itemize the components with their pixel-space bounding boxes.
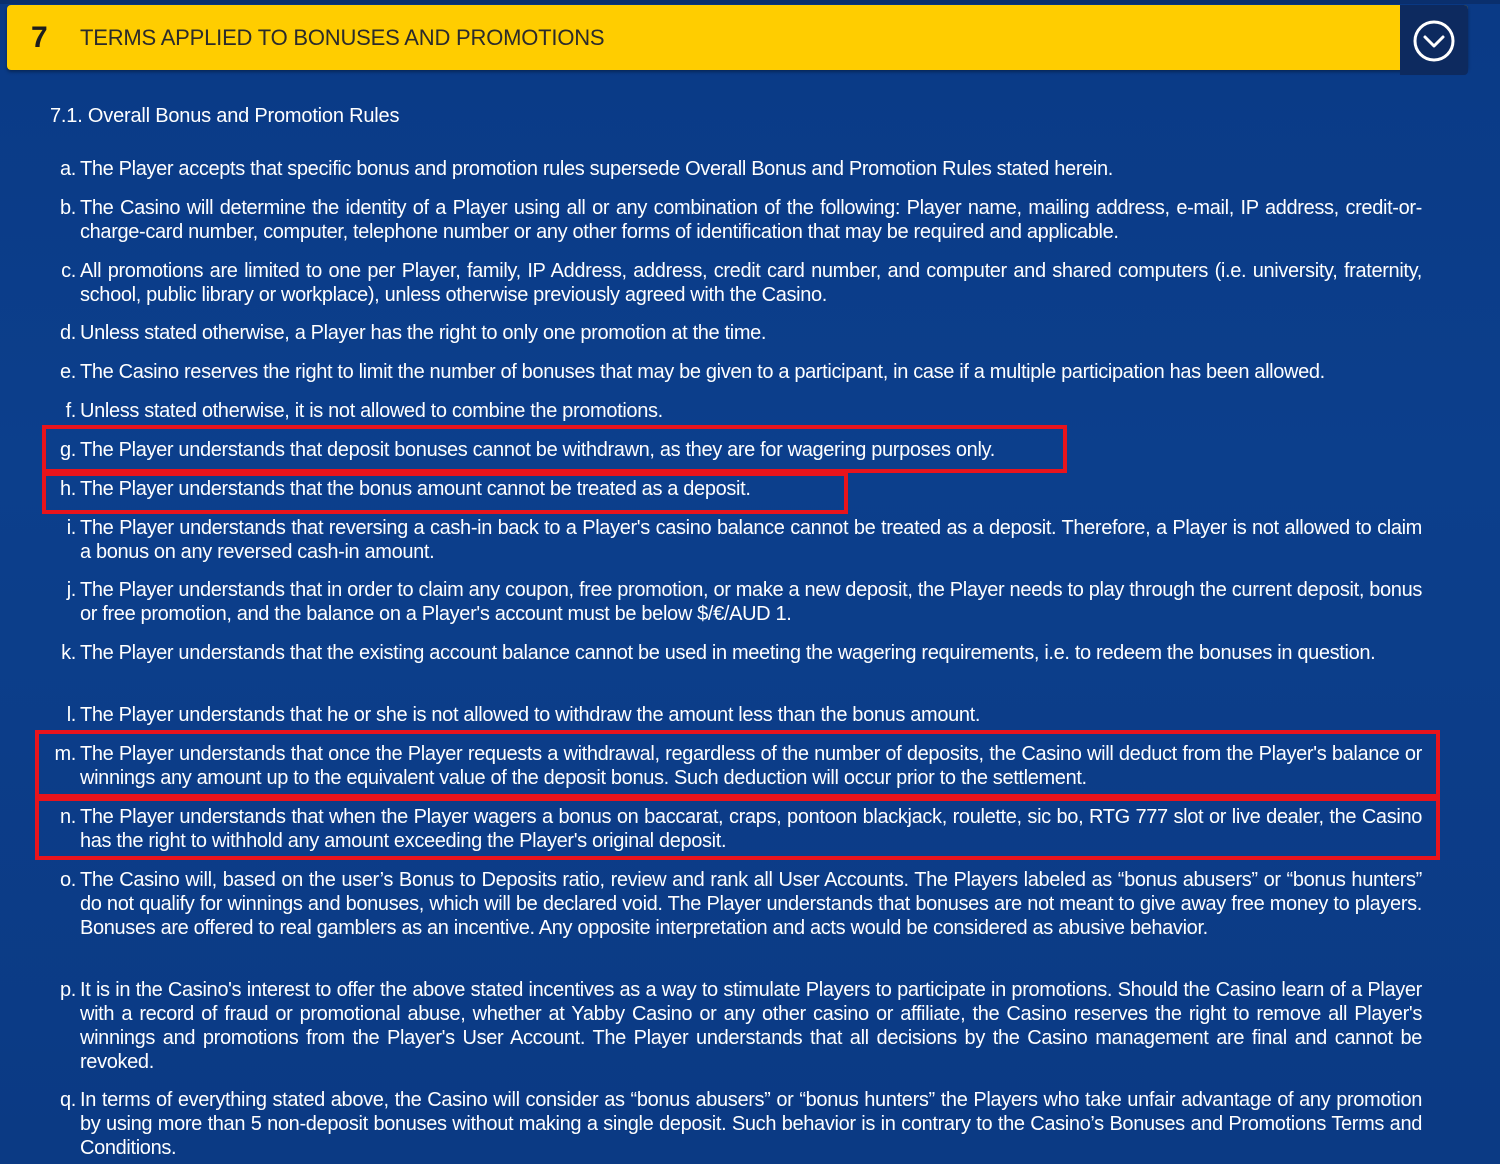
top-edge-strip	[0, 0, 1500, 4]
rule-item-h	[60, 477, 1422, 501]
rule-text: The Casino will determine the identity of a Player using all or any combination of the following: Player name, mailing address, e-mail, IP address, credit-or-charge-card number, computer, telephone number or any other forms of identification that may be required and applicable.	[80, 197, 1422, 243]
rule-text: The Casino will, based on the user’s Bonus to Deposits ratio, review and rank all User Accounts. The Players labeled as “bonus abusers” or “bonus hunters” do not qualify for winnings and bonuses, which will be declared void. The Player understands that bonuses are not meant to give away free money to players. Bonuses are offered to real gamblers as an incentive. Any opposite interpretation and acts would be considered as abusive behavior.	[80, 869, 1422, 939]
rule-text: The Player understands that reversing a cash-in back to a Player's casino balance cannot be treated as a deposit. Therefore, a Player is not allowed to claim a bonus on any reversed cash-in amount.	[80, 517, 1422, 563]
rule-letter: g.	[60, 439, 76, 461]
rule-letter: j.	[66, 579, 76, 601]
rule-letter: i.	[66, 517, 76, 539]
rule-item-k	[61, 641, 1422, 665]
chevron-down-circle-icon	[1412, 19, 1456, 63]
rule-letter: e.	[60, 361, 76, 383]
rule-letter: o.	[60, 869, 76, 891]
rule-letter: n.	[60, 806, 76, 828]
rule-item-n	[60, 805, 1422, 853]
rule-item-q	[60, 1088, 1422, 1160]
rule-text: The Player understands that in order to claim any coupon, free promotion, or make a new deposit, the Player needs to play through the current deposit, bonus or free promotion, and the balance on a Player's account must be below $/€/AUD 1.	[80, 579, 1422, 625]
rule-text: Unless stated otherwise, it is not allowed to combine the promotions.	[80, 400, 663, 422]
rule-text: The Player understands that when the Player wagers a bonus on baccarat, craps, pontoon blackjack, roulette, sic bo, RTG 777 slot or live dealer, the Casino has the right to withhold any amount exceeding the Player's original deposit.	[80, 806, 1422, 852]
rule-item-j	[66, 578, 1422, 626]
accordion-section-header[interactable]	[7, 5, 1468, 70]
rule-letter: b.	[60, 197, 76, 219]
rule-item-l	[66, 703, 1422, 727]
section-number: 7	[31, 21, 48, 54]
rule-letter: m.	[54, 743, 76, 765]
subsection-title: 7.1. Overall Bonus and Promotion Rules	[50, 105, 400, 127]
rule-item-m	[54, 742, 1422, 790]
rule-item-b	[60, 196, 1422, 244]
rule-item-o	[60, 868, 1422, 940]
rule-letter: l.	[66, 704, 76, 726]
rule-text: The Player understands that he or she is not allowed to withdraw the amount less than the bonus amount.	[80, 704, 981, 726]
rule-text: The Casino reserves the right to limit the number of bonuses that may be given to a participant, in case if a multiple participation has been allowed.	[80, 361, 1325, 383]
rule-letter: p.	[60, 979, 76, 1001]
rule-text: The Player understands that deposit bonuses cannot be withdrawn, as they are for wagering purposes only.	[80, 439, 995, 461]
rule-item-i	[66, 516, 1422, 564]
accordion-toggle-button[interactable]	[1400, 5, 1468, 75]
rule-item-d	[60, 321, 1422, 345]
section-title: TERMS APPLIED TO BONUSES AND PROMOTIONS	[80, 25, 605, 50]
rule-text: The Player understands that the existing account balance cannot be used in meeting the wagering requirements, i.e. to redeem the bonuses in question.	[80, 642, 1376, 664]
rule-item-a	[60, 157, 1422, 181]
rule-text: The Player understands that the bonus amount cannot be treated as a deposit.	[80, 478, 751, 500]
rule-letter: h.	[60, 478, 76, 500]
rule-letter: k.	[61, 642, 76, 664]
rule-letter: q.	[60, 1089, 76, 1111]
rule-letter: c.	[61, 260, 76, 282]
rule-text: Unless stated otherwise, a Player has the right to only one promotion at the time.	[80, 322, 767, 344]
rule-item-c	[61, 259, 1422, 307]
rule-text: The Player understands that once the Player requests a withdrawal, regardless of the number of deposits, the Casino will deduct from the Player's balance or winnings any amount up to the equivalent value of the deposit bonus. Such deduction will occur prior to the settlement.	[80, 743, 1422, 789]
rule-letter: d.	[60, 322, 76, 344]
rule-item-e	[60, 360, 1422, 384]
rule-item-f	[65, 399, 1422, 423]
rule-text: The Player accepts that specific bonus and promotion rules supersede Overall Bonus and Promotion Rules stated herein.	[80, 158, 1113, 180]
rule-item-p	[60, 978, 1422, 1074]
rule-letter: f.	[65, 400, 76, 422]
rule-item-g	[60, 438, 1422, 462]
rule-letter: a.	[60, 158, 76, 180]
rule-text: All promotions are limited to one per Player, family, IP Address, address, credit card number, and computer and shared computers (i.e. university, fraternity, school, public library or workplace), unless otherwise previously agreed with the Casino.	[80, 260, 1422, 306]
rule-text: It is in the Casino's interest to offer the above stated incentives as a way to stimulate Players to participate in promotions. Should the Casino learn of a Player with a record of fraud or promotional abuse, whether at Yabby Casino or any other casino or affiliate, the Casino reserves the right to remove all Player's winnings and promotions from the Player's User Account. The Player understands that all decisions by the Casino management are final and cannot be revoked.	[80, 979, 1422, 1073]
rule-text: In terms of everything stated above, the Casino will consider as “bonus abusers” or “bonus hunters” the Players who take unfair advantage of any promotion by using more than 5 non-deposit bonuses without making a single deposit. Such behavior is in contrary to the Casino’s Bonuses and Promotions Terms and Conditions.	[80, 1089, 1422, 1159]
